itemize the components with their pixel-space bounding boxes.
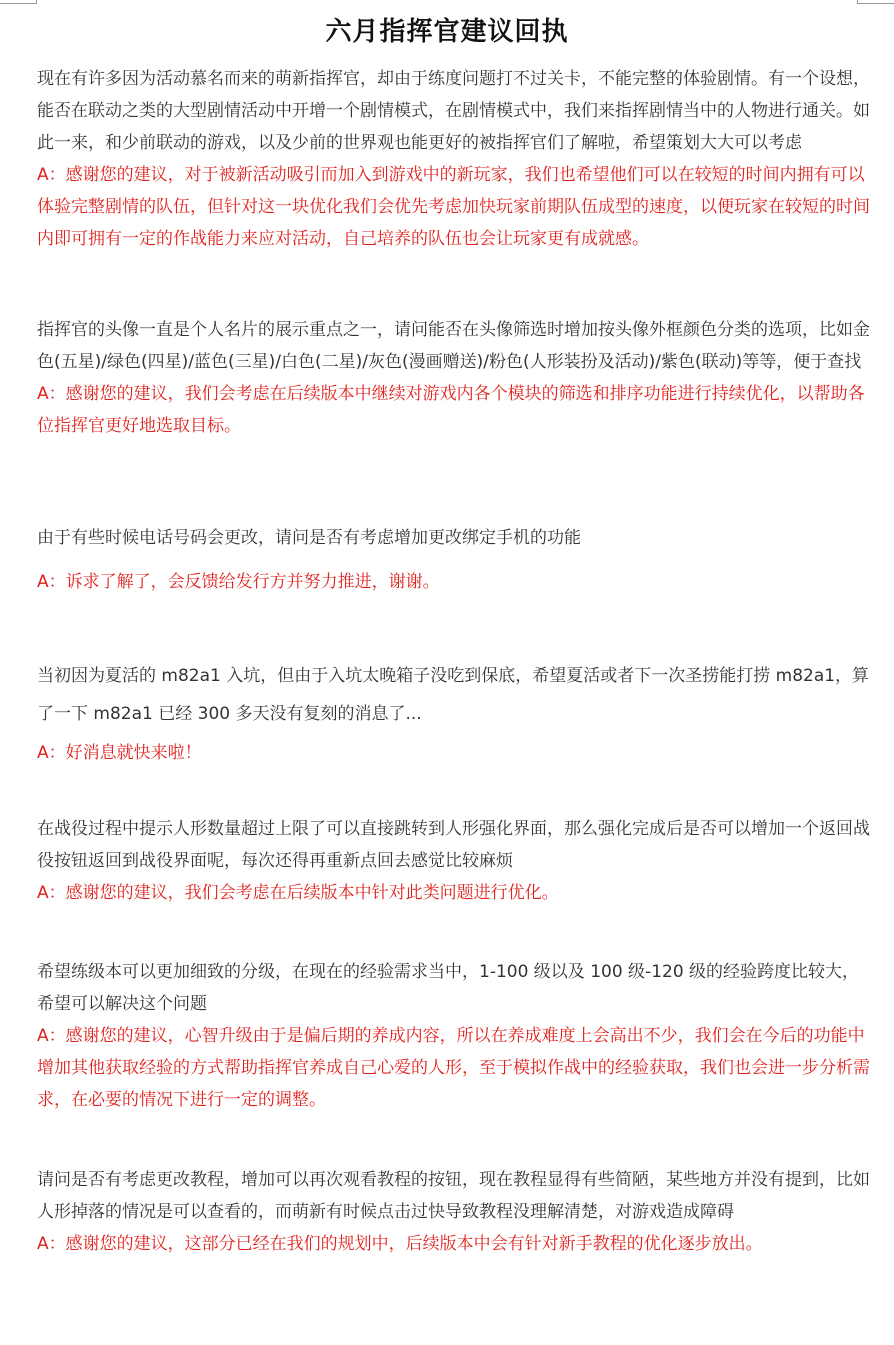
reply-text: A：诉求了解了，会反馈给发行方并努力推进，谢谢。 [37,572,440,592]
suggestion-text: 指挥官的头像一直是个人名片的展示重点之一，请问能否在头像筛选时增加按头像外框颜色分类的选项，比如金色(五星)/绿色(四星)/蓝色(三星)/白色(二星)/灰色(漫画赠送)/粉色(人形装扮及活动)/紫色(联动)等等，便于查找 [37,320,870,372]
suggestion-text: 由于有些时候电话号码会更改，请问是否有考虑增加更改绑定手机的功能 [37,528,581,548]
qa-item-1 [37,63,873,255]
qa-item-6 [37,956,873,1116]
qa-item-5 [37,813,873,909]
suggestion-text: 现在有许多因为活动慕名而来的萌新指挥官，却由于练度问题打不过关卡，不能完整的体验剧情。有一个设想，能否在联动之类的大型剧情活动中开增一个剧情模式，在剧情模式中，我们来指挥剧情当中的人物进行通关。如此一来，和少前联动的游戏，以及少前的世界观也能更好的被指挥官们了解啦，希望策划大大可以考虑 [37,69,870,153]
reply-text: A：感谢您的建议，我们会考虑在后续版本中针对此类问题进行优化。 [37,883,559,903]
qa-item-2 [37,314,873,442]
page-corner-mark-right [857,0,894,4]
reply-text: A：感谢您的建议，这部分已经在我们的规划中，后续版本中会有针对新手教程的优化逐步放出。 [37,1234,763,1254]
qa-item-7 [37,1164,873,1260]
page-title: 六月指挥官建议回执 [325,17,569,47]
page-corner-mark-left [0,0,37,4]
suggestion-text: 请问是否有考虑更改教程，增加可以再次观看教程的按钮，现在教程显得有些简陋，某些地方并没有提到，比如人形掉落的情况是可以查看的，而萌新有时候点击过快导致教程没理解清楚，对游戏造成障碍 [37,1170,870,1222]
suggestion-text: 希望练级本可以更加细致的分级，在现在的经验需求当中，1-100 级以及 100 级-120 级的经验跨度比较大，希望可以解决这个问题 [37,962,860,1014]
qa-item-4 [37,657,873,769]
qa-item-3 [37,522,873,598]
reply-text: A：感谢您的建议，我们会考虑在后续版本中继续对游戏内各个模块的筛选和排序功能进行持续优化，以帮助各位指挥官更好地选取目标。 [37,384,865,436]
reply-text: A：感谢您的建议，心智升级由于是偏后期的养成内容，所以在养成难度上会高出不少，我们会在今后的功能中增加其他获取经验的方式帮助指挥官养成自己心爱的人形，至于模拟作战中的经验获取，我们也会进一步分析需求，在必要的情况下进行一定的调整。 [37,1026,870,1110]
reply-text: A：感谢您的建议，对于被新活动吸引而加入到游戏中的新玩家，我们也希望他们可以在较短的时间内拥有可以体验完整剧情的队伍，但针对这一块优化我们会优先考虑加快玩家前期队伍成型的速度，以便玩家在较短的时间内即可拥有一定的作战能力来应对活动，自己培养的队伍也会让玩家更有成就感。 [37,165,870,249]
suggestion-text: 在战役过程中提示人形数量超过上限了可以直接跳转到人形强化界面，那么强化完成后是否可以增加一个返回战役按钮返回到战役界面呢，每次还得再重新点回去感觉比较麻烦 [37,819,870,871]
suggestion-text: 当初因为夏活的 m82a1 入坑，但由于入坑太晚箱子没吃到保底，希望夏活或者下一次圣捞能打捞 m82a1，算了一下 m82a1 已经 300 多天没有复刻的消息了... [37,666,870,724]
reply-text: A：好消息就快来啦！ [37,743,202,763]
